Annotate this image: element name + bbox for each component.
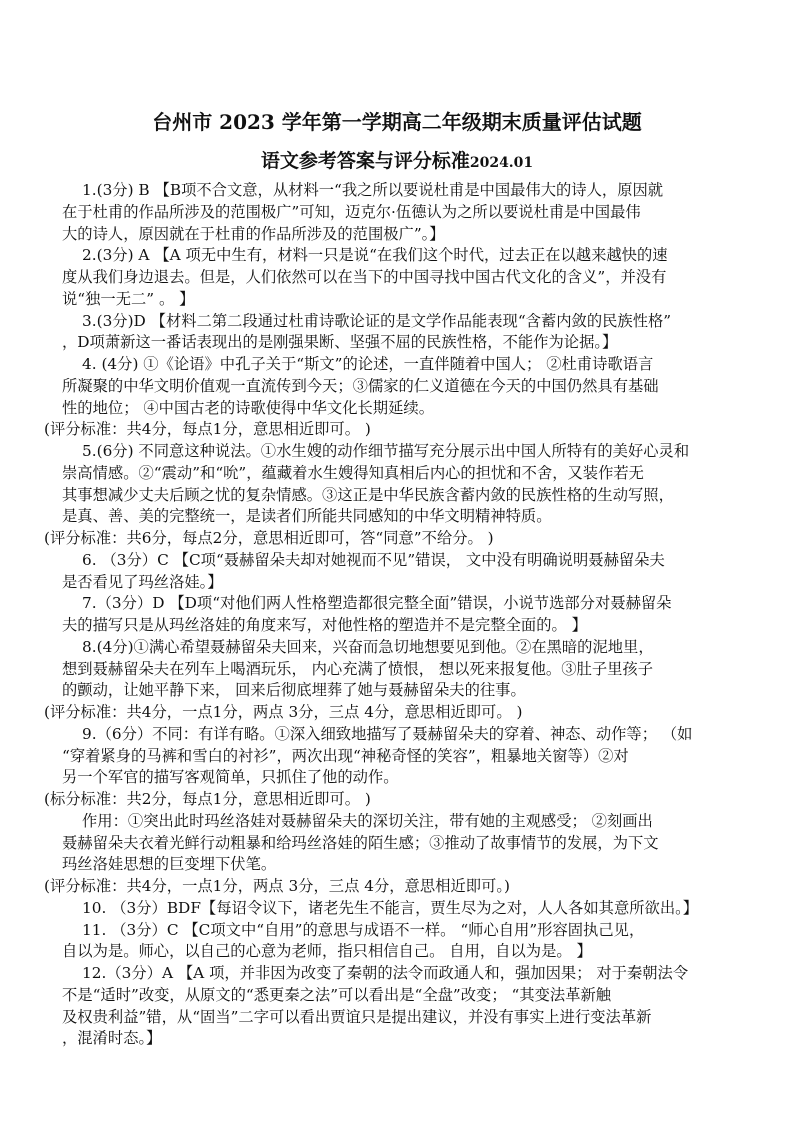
answer-line: 大的诗人，原因就在于杜甫的作品所涉及的范围极广”。】 <box>62 224 445 243</box>
answer-line: 说“独一无二” 。 】 <box>62 289 195 308</box>
answer-line: 3.(3分)D 【材料二第二段通过杜甫诗歌论证的是文学作品能表现“含蓄内敛的民族性格” <box>82 311 672 330</box>
answer-line: 7.（3分）D 【D项“对他们两人性格塑造都很完整全面”错误，小说节选部分对聂赫留朵 <box>82 594 672 613</box>
scoring-standard-line: (评分标准：共4分，一点1分，两点 3分，三点 4分，意思相近即可。) <box>44 877 510 895</box>
scoring-standard-line: (评分标准：共4分，一点1分，两点 3分，三点 4分，意思相近即可。 ) <box>44 703 523 721</box>
answer-line: 4. (4分) ①《论语》中孔子关于“斯文”的论述，一直伴随着中国人； ②杜甫诗歌语言 <box>82 355 654 373</box>
scoring-standard-line: (评分标准：共4分，每点1分，意思相近即可。 ) <box>44 420 371 439</box>
subtitle-text: 语文参考答案与评分标准 <box>260 150 470 172</box>
answer-line: 及权贵利益”错，从“固当”二字可以看出贾谊只是提出建议，并没有事实上进行变法革新 <box>62 1007 652 1026</box>
answer-line: 9.（6分）不同：有详有略。①深入细致地描写了聂赫留朵夫的穿着、神态、动作等； （如 <box>82 724 693 743</box>
answer-line: 其事想减少丈夫后顾之忧的复杂情感。③这正是中华民族含蓄内敛的民族性格的生动写照， <box>62 485 674 504</box>
document-date: 2024.01 <box>469 155 534 171</box>
answer-line: 6. （3分）C 【C项“聂赫留朵夫却对她视而不见”错误， 文中没有明确说明聂赫留朵夫 <box>82 550 665 569</box>
answer-line: 所凝聚的中华文明价值观一直流传到今天；③儒家的仁义道德在今天的中国仍然具有基础 <box>62 376 659 395</box>
answer-line: ，D项萧新这一番话表现出的是刚强果断、坚强不屈的民族性格，不能作为论据。】 <box>62 333 618 352</box>
answer-content <box>44 180 726 1050</box>
answer-line: 8.(4分)①满心希望聂赫留朵夫回来，兴奋而急切地想要见到他。②在黑暗的泥地里， <box>82 637 654 656</box>
answer-line: 度从我们身边退去。但是，人们依然可以在当下的中国寻找中国古代文化的含义”，并没有 <box>62 268 667 286</box>
answer-line: 的颤动，让她平静下来， 回来后彻底埋葬了她与聂赫留朵夫的往事。 <box>62 681 526 700</box>
answer-line: 不是“适时”改变，从原文的“悉更秦之法”可以看出是“全盘”改变； “其变法革新触 <box>62 985 612 1004</box>
document-subtitle <box>0 146 794 173</box>
scoring-standard-line: (标分标准：共2分，每点1分，意思相近即可。 ) <box>44 790 371 808</box>
scoring-standard-line: (评分标准：共6分，每点2分，意思相近即可，答“同意”不给分。 ) <box>44 529 494 547</box>
answer-line: 聂赫留朵夫衣着光鲜行动粗暴和给玛丝洛娃的陌生感；③推动了故事情节的发展，为下文 <box>62 833 659 852</box>
answer-line: 玛丝洛娃思想的巨变埋下伏笔。 <box>62 855 277 874</box>
answer-line: 12.（3分）A 【A 项，并非因为改变了秦朝的法令而政通人和，强加因果； 对于秦朝法令 <box>82 964 689 982</box>
answer-line: 性的地位； ④中国古老的诗歌使得中华文化长期延续。 <box>62 398 434 417</box>
answer-line: 5.(6分) 不同意这种说法。①水生嫂的动作细节描写充分展示出中国人所特有的美好心灵和 <box>82 442 690 460</box>
answer-line: 在于杜甫的作品所涉及的范围极广”可知，迈克尔·伍德认为之所以要说杜甫是中国最伟 <box>62 202 641 221</box>
answer-line: 是真、善、美的完整统一，是读者们所能共同感知的中华文明精神特质。 <box>62 507 552 526</box>
answer-line: 11. （3分）C 【C项文中“自用”的意思与成语不一样。 “师心自用”形容固执己见， <box>82 920 645 939</box>
answer-line: 崇高情感。②“震动”和“吮”，蕴藏着水生嫂得知真相后内心的担忧和不舍，又装作若无 <box>62 463 644 482</box>
answer-line: 是否看见了玛丝洛娃。】 <box>62 572 223 591</box>
answer-line: 想到聂赫留朵夫在列车上喝酒玩乐， 内心充满了愤恨， 想以死来报复他。③肚子里孩子 <box>62 659 654 678</box>
answer-line: 另一个军官的描写客观简单，只抓住了他的动作。 <box>62 768 399 787</box>
answer-line: 2.(3分) A 【A 项无中生有，材料一只是说“在我们这个时代，过去正在以越来越快的速 <box>82 246 668 265</box>
answer-line: 1.(3分) B 【B项不合文意，从材料一“我之所以要说杜甫是中国最伟大的诗人，原因就 <box>82 181 664 199</box>
answer-line: 10. （3分）BDF【每诏令议下，诸老先生不能言，贾生尽为之对，人人各如其意所欲出。】 <box>82 898 699 917</box>
answer-line: “穿着紧身的马裤和雪白的衬衫”，两次出现“神秘奇怪的笑容”，粗暴地关窗等）②对 <box>62 746 629 765</box>
answer-line: 自以为是。师心，以自己的心意为老师，指只相信自己。 自用，自以为是。 】 <box>62 942 592 961</box>
answer-line: 夫的描写只是从玛丝洛娃的角度来写，对他性格的塑造并不是完整全面的。 】 <box>62 616 587 634</box>
answer-line: ，混淆时态。】 <box>62 1029 162 1048</box>
answer-line: 作用：①突出此时玛丝洛娃对聂赫留朵夫的深切关注，带有她的主观感受； ②刻画出 <box>82 811 653 830</box>
document-title: 台州市 2023 学年第一学期高二年级期末质量评估试题 <box>152 110 642 134</box>
